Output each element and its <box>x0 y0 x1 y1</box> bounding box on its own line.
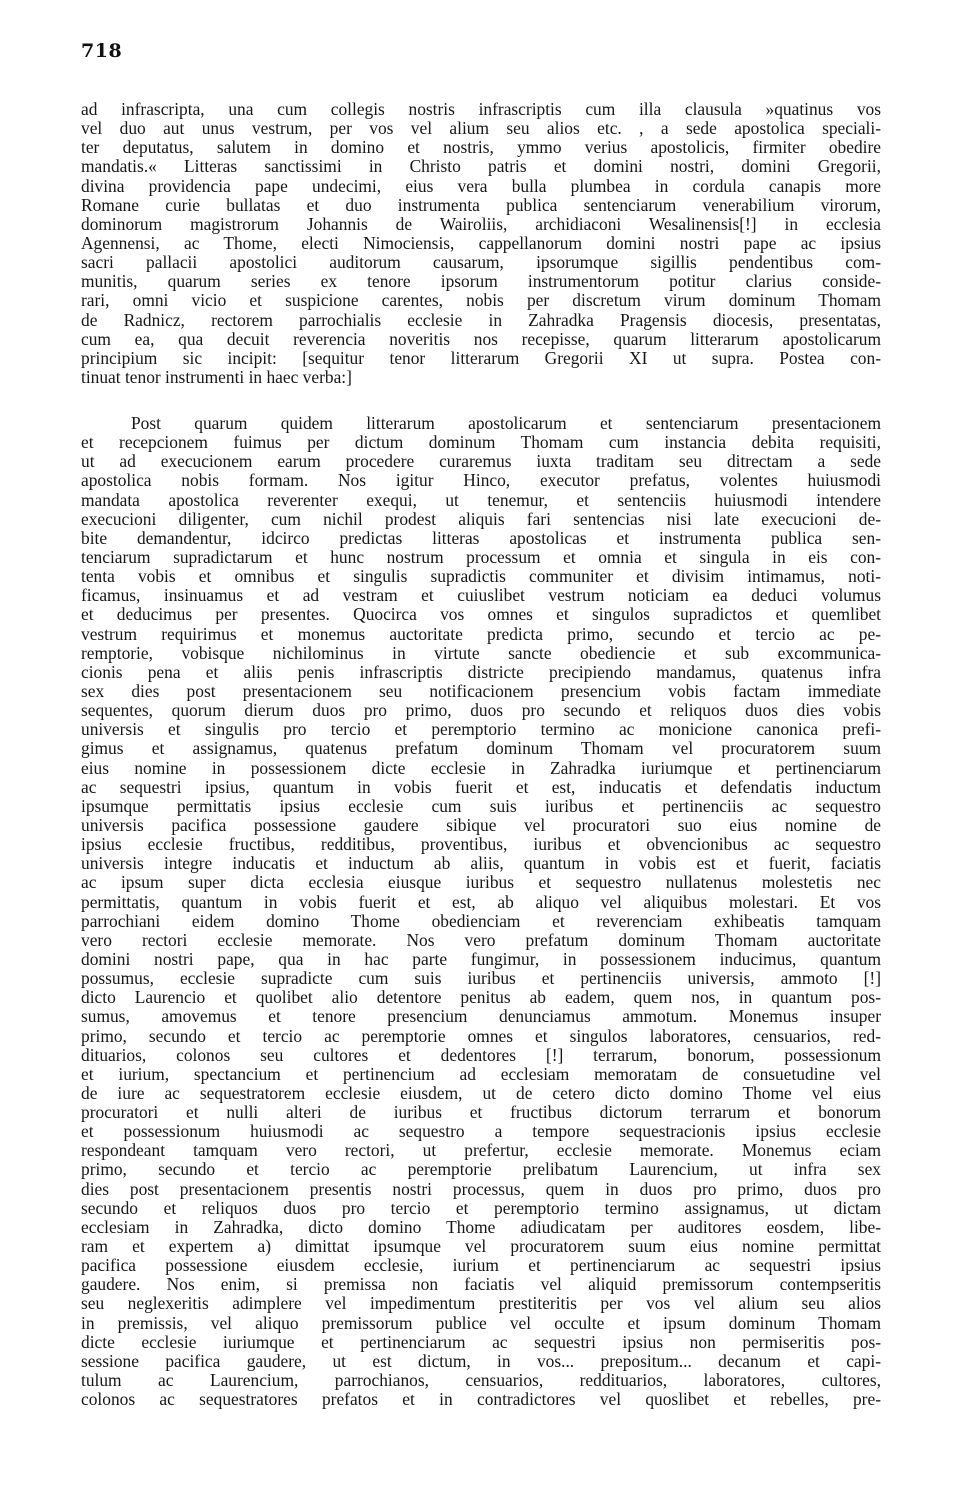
page-number: 718 <box>81 40 123 62</box>
text-line: ecclesiam in Zahradka, dicto domino Thome adiudicatam per auditores eosdem, libe- <box>81 1216 881 1237</box>
text-line: universis pacifica possessione gaudere sibique vel procuratori suo eius nomine de <box>81 814 881 835</box>
text-line: in premissis, vel aliquo premissorum publice vel occulte et ipsum dominum Thomam <box>81 1312 881 1333</box>
text-line: Romane curie bullatas et duo instrumenta publica sentenciarum venerabilium virorum, <box>81 194 881 215</box>
text-line: tenta vobis et omnibus et singulis supradictis communiter et divisim intimamus, noti- <box>81 566 881 587</box>
text-line: permittatis, quantum in vobis fuerit et est, ab aliquo vel aliquibus molestari. Et vos <box>81 891 881 912</box>
text-line: ac sequestri ipsius, quantum in vobis fuerit et est, inducatis et defendatis inductum <box>81 776 881 797</box>
text-line: Post quarum quidem litterarum apostolicarum et sentenciarum presentacionem <box>131 413 881 433</box>
text-line: munitis, quarum series ex tenore ipsorum instrumentorum potitur clarius conside- <box>81 271 881 292</box>
text-line: procuratori et nulli alteri de iuribus et fructibus dictorum terrarum et bonorum <box>81 1102 881 1123</box>
text-line: tulum ac Laurencium, parrochianos, censuarios, reddituarios, laboratores, cultores, <box>81 1370 881 1391</box>
text-line: dicto Laurencio et quolibet alio detentore penitus ab eadem, quem nos, in quantum pos- <box>81 987 881 1008</box>
text-line: sacri pallacii apostolici auditorum causarum, ipsorumque sigillis pendentibus com- <box>81 252 881 273</box>
text-line: seu neglexeritis adimplere vel impedimentum prestiteritis per vos vel alium seu alios <box>81 1293 881 1314</box>
text-line: rari, omni vicio et suspicione carentes, nobis per discretum virum dominum Thomam <box>81 290 881 311</box>
text-line: eius nomine in possessionem dicte ecclesie in Zahradka iuriumque et pertinenciarum <box>81 757 881 778</box>
text-line: principium sic incipit: [sequitur tenor litterarum Gregorii XI ut supra. Postea con- <box>81 347 881 368</box>
text-line: et recepcionem fuimus per dictum dominum Thomam cum instancia debita requisiti, <box>81 432 881 453</box>
text-line: possumus, ecclesie supradicte cum suis iuribus et pertinenciis universis, ammoto [!] <box>81 968 881 989</box>
text-line: execucioni diligenter, cum nichil prodest aliquis fari sentencias nisi late execucioni de- <box>81 508 881 529</box>
text-line: de Radnicz, rectorem parrochialis ecclesie in Zahradka Pragensis diocesis, presentatas, <box>81 309 881 330</box>
text-line: cum ea, qua decuit reverencia noveritis nos recepisse, quarum litterarum apostolicarum <box>81 328 881 349</box>
text-line: domini nostri pape, qua in hac parte fungimur, in possessionem inducimus, quantum <box>81 948 881 969</box>
text-line: vestrum requirimus et monemus auctoritate predicta primo, secundo et tercio ac pe- <box>81 623 881 644</box>
text-line: divina providencia pape undecimi, eius vera bulla plumbea in cordula canapis more <box>81 175 881 196</box>
text-line: et iurium, spectancium et pertinencium ad ecclesiam memoratam de consuetudine vel <box>81 1063 881 1084</box>
text-line: gaudere. Nos enim, si premissa non faciatis vel aliquid premissorum contempseritis <box>81 1274 881 1295</box>
text-line: parrochiani eidem domino Thome obedienciam et reverenciam exhibeatis tamquam <box>81 910 881 931</box>
paragraph-1 <box>81 100 881 387</box>
text-line: colonos ac sequestratores prefatos et in contradictores vel quoslibet et rebelles, pre- <box>81 1389 881 1410</box>
text-line: ter deputatus, salutem in domino et nostris, ymmo verius apostolicis, firmiter obedire <box>81 137 881 158</box>
text-line: ipsumque permittatis ipsius ecclesie cum suis iuribus et pertinenciis ac sequestro <box>81 795 881 816</box>
text-line: dies post presentacionem presentis nostri processus, quem in duos pro primo, duos pro <box>81 1178 881 1199</box>
text-line: universis integre inducatis et inductum ab aliis, quantum in vobis est et fuerit, faciatis <box>81 853 881 874</box>
text-line: ut ad execucionem earum procedere curaremus iuxta traditam seu ditrectam a sede <box>81 451 881 472</box>
text-line: tenciarum supradictarum et hunc nostrum processum et omnia et singula in eis con- <box>81 546 881 567</box>
text-line: dituarios, colonos seu cultores et dedentores [!] terrarum, bonorum, possessionum <box>81 1044 881 1065</box>
text-line: cionis pena et aliis penis infrascriptis districte precipiendo mandamus, quatenus infra <box>81 661 881 682</box>
text-line: ipsius ecclesie fructibus, redditibus, proventibus, iuribus et obvencionibus ac sequestro <box>81 834 881 855</box>
text-line: respondeant tamquam vero rectori, ut prefertur, ecclesie memorate. Monemus eciam <box>81 1140 881 1161</box>
text-line: primo, secundo et tercio ac peremptorie omnes et singulos laboratores, censuarios, red- <box>81 1025 881 1046</box>
text-line: vero rectori ecclesie memorate. Nos vero prefatum dominum Thomam auctoritate <box>81 929 881 950</box>
text-line: et possessionum huiusmodi ac sequestro a tempore sequestracionis ipsius ecclesie <box>81 1121 881 1142</box>
text-line: ram et expertem a) dimittat ipsumque vel procuratorem suum eius nomine permittat <box>81 1236 881 1257</box>
text-line: mandata apostolica reverenter exequi, ut tenemur, et sentenciis huiusmodi intendere <box>81 489 881 510</box>
text-line: sequentes, quorum dierum duos pro primo, duos pro secundo et reliquos duos dies vobis <box>81 700 881 721</box>
text-line: dominorum magistrorum Johannis de Wairoliis, archidiaconi Wesalinensis[!] in ecclesia <box>81 213 881 234</box>
text-line: gimus et assignamus, quatenus prefatum dominum Thomam vel procuratorem suum <box>81 738 881 759</box>
paragraph-2 <box>81 414 881 1409</box>
text-line: secundo et reliquos duos pro tercio et peremptorio termino assignamus, ut dictam <box>81 1197 881 1218</box>
text-line: remptorie, vobisque nichilominus in virtute sancte obediencie et sub excommunica- <box>81 642 881 663</box>
text-line: universis et singulis pro tercio et peremptorio termino ac monicione canonica prefi- <box>81 719 881 740</box>
text-line: vel duo aut unus vestrum, per vos vel alium seu alios etc. , a sede apostolica speciali- <box>81 118 881 139</box>
text-line: sumus, amovemus et tenore presencium denunciamus ammotum. Monemus insuper <box>81 1006 881 1027</box>
text-line: sessione pacifica gaudere, ut est dictum, in vos... prepositum... decanum et capi- <box>81 1350 881 1371</box>
text-line: bite demandentur, idcirco predictas litteras apostolicas et instrumenta publica sen- <box>81 527 881 548</box>
text-line: de iure ac sequestratorem ecclesie eiusdem, ut de cetero dicto domino Thome vel eius <box>81 1082 881 1103</box>
text-line: ad infrascripta, una cum collegis nostris infrascriptis cum illa clausula »quatinus vos <box>81 99 881 119</box>
text-line: tinuat tenor instrumenti in haec verba:] <box>81 366 352 387</box>
text-line: Agennensi, ac Thome, electi Nimociensis, cappellanorum domini nostri pape ac ipsius <box>81 232 881 253</box>
text-line: et deducimus per presentes. Quocirca vos omnes et singulos supradictos et quemlibet <box>81 604 881 625</box>
text-line: mandatis.« Litteras sanctissimi in Christo patris et domini nostri, domini Gregorii, <box>81 156 881 177</box>
text-line: sex dies post presentacionem seu notificacionem presencium vobis factam immediate <box>81 680 881 701</box>
text-line: ficamus, insinuamus et ad vestram et cuiuslibet vestrum noticiam ea deduci volumus <box>81 585 881 606</box>
text-line: primo, secundo et tercio ac peremptorie prelibatum Laurencium, ut infra sex <box>81 1159 881 1180</box>
text-line: pacifica possessione eiusdem ecclesie, iurium et pertinenciarum ac sequestri ipsius <box>81 1255 881 1276</box>
text-line: ac ipsum super dicta ecclesia eiusque iuribus et sequestro nullatenus molestetis nec <box>81 872 881 893</box>
text-line: dicte ecclesie iuriumque et pertinenciarum ac sequestri ipsius non permiseritis pos- <box>81 1331 881 1352</box>
text-line: apostolica nobis formam. Nos igitur Hinco, executor prefatus, volentes huiusmodi <box>81 470 881 491</box>
